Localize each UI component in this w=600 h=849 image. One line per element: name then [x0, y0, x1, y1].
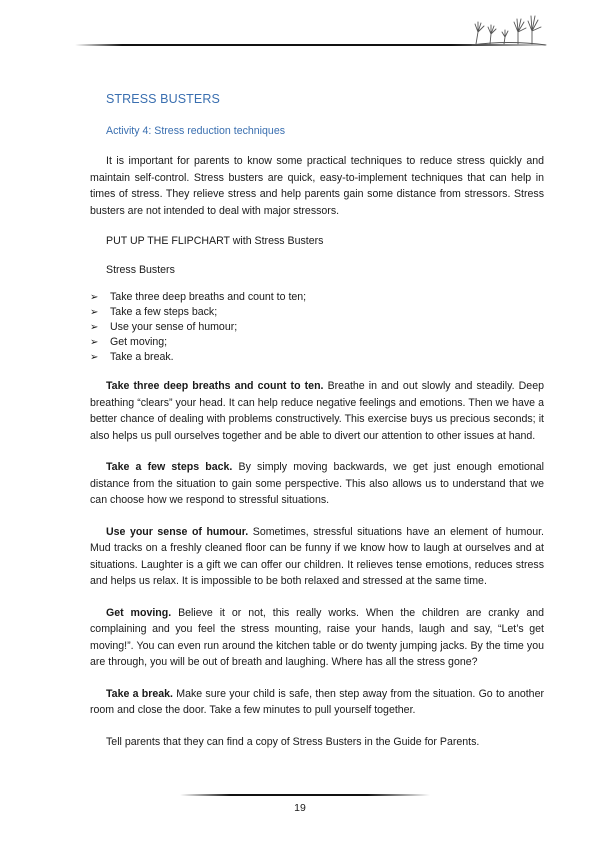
- paragraph-steps-back: [90, 459, 544, 509]
- list-item-text: Get moving;: [110, 336, 168, 348]
- arrowhead-bullet-icon: ➢: [90, 292, 99, 303]
- paragraph-lead: Take a few steps back.: [106, 461, 233, 473]
- list-item-text: Take three deep breaths and count to ten;: [110, 291, 307, 303]
- closing-paragraph: Tell parents that they can find a copy of Stress Busters in the Guide for Parents.: [106, 735, 480, 748]
- hands-family-logo-icon: [468, 10, 548, 48]
- list-item: [90, 335, 544, 350]
- paragraph-text: Believe it or not, this really works. When the children are cranky and complaining and you feel the stress mounting, raise your hands, laugh and say, “Let’s get moving!”. You can even run around the kitchen table or do twenty jumping jacks. By the time you are through, you will be out of breath and laughing. Where has all the stress gone?: [90, 606, 544, 668]
- flipchart-instruction: PUT UP THE FLIPCHART with Stress Busters: [106, 235, 324, 247]
- paragraph-text: Sometimes, stressful situations have an element of humour. Mud tracks on a freshly cleaned floor can be funny if we know how to laugh at ourselves and at situations. Laughter is a gift we can offer our children. It relieves tense emotions, reduces stress and helps us relax. It is impossible to be both relaxed and stressed at the same time.: [90, 525, 544, 587]
- paragraph-take-break: [90, 686, 544, 719]
- arrowhead-bullet-icon: ➢: [90, 352, 99, 363]
- section-title: STRESS BUSTERS: [106, 92, 220, 106]
- activity-title: Activity 4: Stress reduction techniques: [106, 125, 286, 137]
- paragraph-lead: Get moving.: [106, 606, 172, 619]
- intro-paragraph: It is important for parents to know some practical techniques to reduce stress quickly and maintain self-control. Stress busters are quick, easy-to-implement techniques that can help in times of stress. They relieve stress and help parents gain some distance from stressors. Stress busters are not intended to deal with major stressors.: [90, 155, 544, 217]
- list-item: [90, 350, 544, 365]
- list-item: [90, 305, 544, 320]
- paragraph-get-moving: [90, 605, 544, 671]
- page-number: 19: [294, 802, 306, 814]
- arrowhead-bullet-icon: ➢: [90, 307, 99, 318]
- paragraph-humour: [90, 524, 544, 590]
- stress-busters-list: [90, 290, 544, 365]
- paragraph-text: Make sure your child is safe, then step away from the situation. Go to another room and close the door. Take a few minutes to pull yourself together.: [90, 687, 544, 716]
- list-item-text: Take a break.: [110, 351, 174, 363]
- arrowhead-bullet-icon: ➢: [90, 337, 99, 348]
- paragraph-lead: Use your sense of humour.: [106, 525, 249, 538]
- arrowhead-bullet-icon: ➢: [90, 322, 99, 333]
- document-body: [90, 92, 544, 750]
- footer-rule: [180, 794, 430, 796]
- paragraph-lead: Take three deep breaths and count to ten.: [106, 380, 324, 392]
- paragraph-text: Breathe in and out slowly and steadily. Deep breathing “clears” your head. It can help reduce negative feelings and emotions. Then we have a better chance of dealing with problems constructively. This exercise buys us precious seconds; it also helps us pull ourselves together and be able to divert our attention to other issues at hand.: [90, 380, 544, 442]
- paragraph-lead: Take a break.: [106, 687, 173, 700]
- list-heading: Stress Busters: [106, 264, 175, 276]
- paragraph-text: By simply moving backwards, we get just enough emotional distance from the situation to gain some perspective. This also allows us to understand that we can choose how we respond to stressful situations.: [90, 461, 544, 506]
- list-item-text: Take a few steps back;: [110, 306, 218, 318]
- list-item: [90, 290, 544, 305]
- paragraph-deep-breaths: [90, 378, 544, 444]
- list-item: [90, 320, 544, 335]
- list-item-text: Use your sense of humour;: [110, 321, 238, 333]
